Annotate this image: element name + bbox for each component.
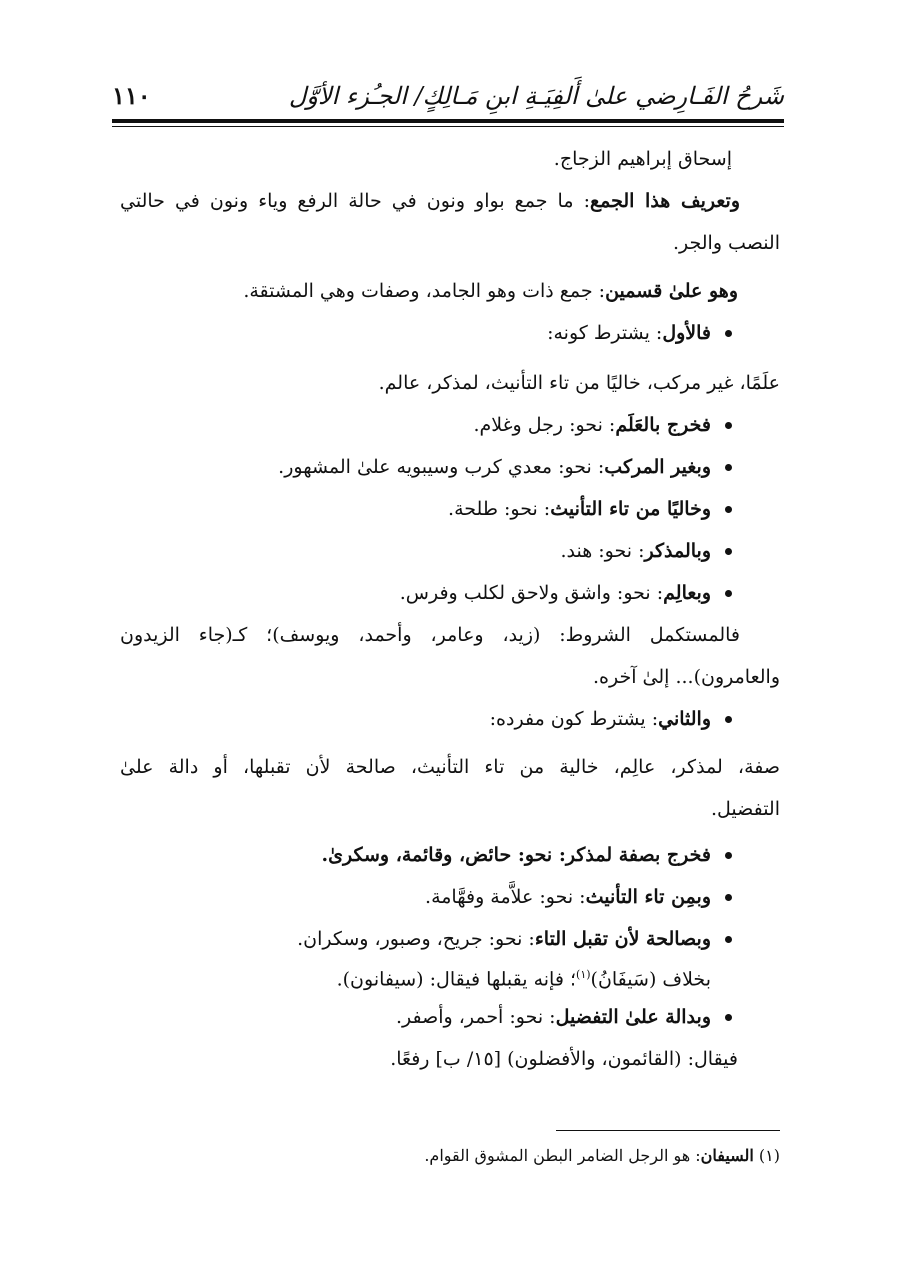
list-item [120, 876, 732, 918]
paragraph-text: : جمع ذات وهو الجامد، وصفات وهي المشتقة. [243, 280, 606, 302]
list-item-continuation [120, 954, 711, 996]
term-label: وبالمذكر [644, 540, 711, 562]
bullet-icon [725, 330, 732, 337]
term-label: فالأول [662, 322, 711, 344]
list-text: : نحو: طلحة. [448, 498, 551, 520]
list-item [120, 312, 732, 354]
page-header [112, 72, 784, 116]
bullet-icon [725, 464, 732, 471]
paragraph-6-line-1: صفة، لمذكر، عالِم، خالية من تاء التأنيث، صالحة لأن تقبلها، أو دالة علىٰ [120, 756, 780, 778]
list-item [120, 530, 732, 572]
paragraph-2-line-1 [120, 180, 780, 222]
bullet-icon [725, 506, 732, 513]
list-item [120, 446, 732, 488]
header-rule-thick [112, 119, 784, 123]
list-text: : نحو: رجل وغلام. [473, 414, 616, 436]
paragraph-6-line-2: التفضيل. [710, 798, 780, 820]
list-text: : نحو: أحمر، وأصفر. [395, 1006, 556, 1028]
running-title: شَرحُ الفَـارِضي علىٰ أَلفِيَـةِ ابنِ مَـالِكٍ/ الجـُزء الأوَّل [288, 82, 784, 110]
list-text: : يشترط كون مفرده: [489, 708, 659, 730]
footnote-marker[interactable]: (١) [576, 968, 591, 981]
list-item [120, 996, 732, 1038]
term-label: فخرج بالعَلَم [615, 414, 711, 436]
list-text: : يشترط كونه: [547, 322, 663, 344]
body-text [120, 138, 780, 1080]
bullet-icon [725, 894, 732, 901]
list-item [120, 698, 732, 740]
footnote [424, 1146, 780, 1165]
list-item [120, 572, 732, 614]
list-item [120, 834, 732, 876]
bullet-icon [725, 1014, 732, 1021]
paragraph-7: فيقال: (القائمون، والأفضلون) [١٥/ ب] رفعًا. [390, 1048, 738, 1070]
bullet-icon [725, 852, 732, 859]
page-number: ١١٠ [112, 81, 151, 110]
list-text: : نحو: واشق ولاحق لكلب وفرس. [399, 582, 664, 604]
term-label: فخرج بصفة لمذكر: نحو: حائض، وقائمة، وسكرىٰ. [321, 844, 711, 866]
term-label: وبدالة علىٰ التفضيل [555, 1006, 711, 1028]
term-label: وتعريف هذا الجمع [589, 190, 741, 212]
bullet-icon [725, 590, 732, 597]
paragraph-2-line-2: النصب والجر. [672, 232, 780, 254]
bullet-icon [725, 548, 732, 555]
term-label: وخاليًا من تاء التأنيث [550, 498, 711, 520]
footnote-number: (١) [758, 1146, 780, 1165]
list-text: : نحو: معدي كرب وسيبويه علىٰ المشهور. [278, 456, 605, 478]
list-text: ؛ فإنه يقبلها فيقال: (سيفانون). [336, 968, 577, 991]
list-text: : نحو: هند. [560, 540, 645, 562]
list-text: بخلاف (سَيفَانُ) [590, 968, 711, 991]
list-text: : نحو: علاَّمة وفهَّامة. [425, 886, 586, 908]
bullet-icon [725, 422, 732, 429]
paragraph-5-line-2: والعامرون)... إلىٰ آخره. [592, 666, 780, 688]
header-rule-thin [112, 126, 784, 127]
footnote-text: : هو الرجل الضامر البطن المشوق القوام. [424, 1146, 701, 1165]
paragraph-3 [120, 270, 738, 312]
paragraph-5-line-1: فالمستكمل الشروط: (زيد، وعامر، وأحمد، ويوسف)؛ كـ(جاء الزيدون [120, 624, 740, 646]
term-label: وبصالحة لأن تقبل التاء [534, 928, 711, 950]
footnote-separator [556, 1130, 780, 1131]
bullet-icon [725, 936, 732, 943]
term-label: وبعالِم [663, 582, 711, 604]
term-label: والثاني [658, 708, 711, 730]
term-label: وبمِن تاء التأنيث [585, 886, 711, 908]
list-item [120, 404, 732, 446]
list-item [120, 488, 732, 530]
term-label: وبغير المركب [604, 456, 711, 478]
list-text: : نحو: جريح، وصبور، وسكران. [297, 928, 535, 950]
footnote-term: السيفان [700, 1146, 754, 1165]
paragraph-1: إسحاق إبراهيم الزجاج. [553, 148, 732, 170]
paragraph-text: : ما جمع بواو ونون في حالة الرفع وياء ونون في حالتي [120, 190, 590, 212]
bullet-icon [725, 716, 732, 723]
paragraph-4: علَمًا، غير مركب، خاليًا من تاء التأنيث، لمذكر، عالم. [378, 372, 780, 394]
term-label: وهو علىٰ قسمين [605, 280, 738, 302]
